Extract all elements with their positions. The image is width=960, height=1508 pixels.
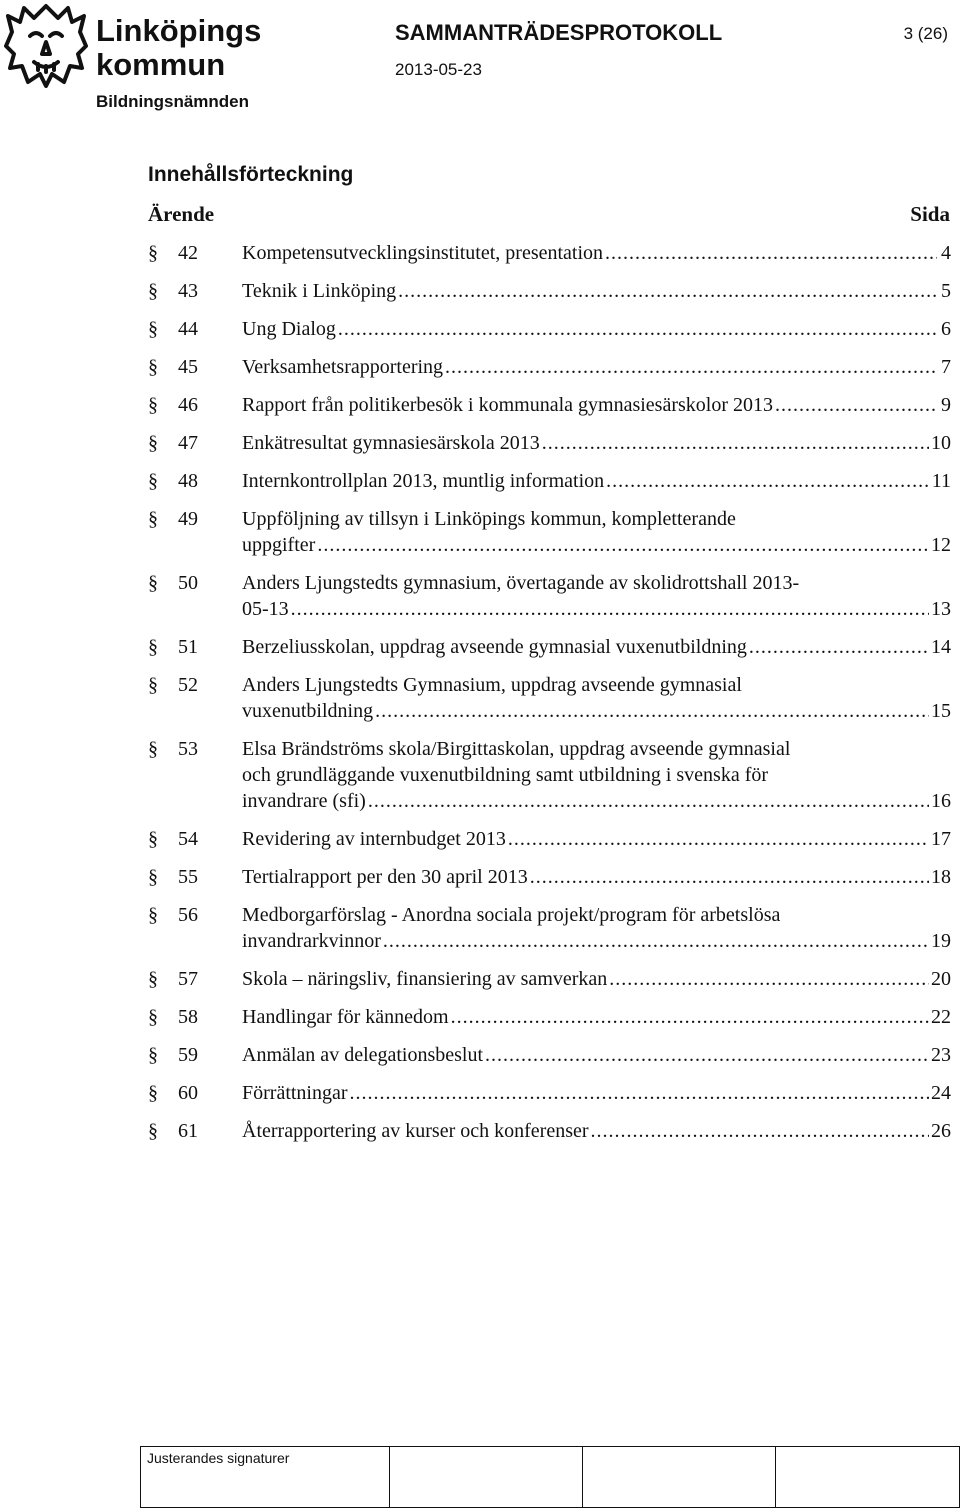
- entry-page-number: 22: [931, 1006, 951, 1028]
- entry-title: [242, 672, 951, 724]
- entry-title: [242, 240, 951, 266]
- entry-number: 47: [178, 432, 198, 454]
- entry-number: 44: [178, 318, 198, 340]
- entry-page-number: 10: [931, 432, 951, 454]
- entry-title-lastline: [242, 966, 951, 992]
- section-symbol: §: [148, 1082, 158, 1104]
- entry-page-number: 16: [931, 790, 951, 812]
- entry-title-lastline: [242, 634, 951, 660]
- toc-entry: [148, 864, 951, 890]
- section-symbol: §: [148, 1044, 158, 1066]
- dot-leader: [530, 864, 929, 890]
- entry-title: [242, 316, 951, 342]
- entry-number: 59: [178, 1044, 198, 1066]
- toc-entry: [148, 316, 951, 342]
- entry-title-lastline: [242, 788, 951, 814]
- dot-leader: [317, 532, 929, 558]
- lion-logo-icon: [2, 2, 90, 88]
- section-symbol: §: [148, 280, 158, 302]
- column-header-item: Ärende: [148, 202, 215, 226]
- entry-number: 60: [178, 1082, 198, 1104]
- dot-leader: [542, 430, 929, 456]
- signature-cell: [390, 1447, 583, 1508]
- entry-title-line: Internkontrollplan 2013, muntlig information: [242, 470, 605, 492]
- entry-page-number: 13: [931, 598, 951, 620]
- org-name-line1: Linköpings: [96, 13, 262, 48]
- entry-page-number: 26: [931, 1120, 951, 1142]
- section-symbol: §: [148, 828, 158, 850]
- signature-label-cell: [141, 1447, 390, 1508]
- entry-title-lastline: [242, 430, 951, 456]
- dot-leader: [609, 966, 929, 992]
- entry-number: 52: [178, 674, 198, 696]
- entry-title-line: Berzeliusskolan, uppdrag avseende gymnasial vuxenutbildning: [242, 636, 747, 658]
- section-symbol: §: [148, 356, 158, 378]
- entry-number: 57: [178, 968, 198, 990]
- toc-entry: [148, 430, 951, 456]
- toc-entry: [148, 966, 951, 992]
- entry-number: 49: [178, 508, 198, 530]
- signature-cell: [583, 1447, 776, 1508]
- entry-title-lastline: [242, 1042, 951, 1068]
- signature-table: [140, 1446, 960, 1508]
- entry-number: 45: [178, 356, 198, 378]
- toc-entry: [148, 1004, 951, 1030]
- entry-page-number: 20: [931, 968, 951, 990]
- entry-page-number: 19: [931, 930, 951, 952]
- dot-leader: [383, 928, 929, 954]
- entry-page-number: 6: [941, 318, 951, 340]
- entry-title-line: Uppföljning av tillsyn i Linköpings kommun, kompletterande: [242, 508, 736, 530]
- entry-title-lastline: [242, 596, 951, 622]
- entry-title-line: Anders Ljungstedts gymnasium, övertagande av skolidrottshall 2013-: [242, 572, 800, 594]
- section-symbol: §: [148, 968, 158, 990]
- entry-title-line: Ung Dialog: [242, 318, 336, 340]
- entry-title: [242, 1080, 951, 1106]
- entry-title-line: Återrapportering av kurser och konferenser: [242, 1120, 589, 1142]
- entry-title: [242, 506, 951, 558]
- entry-title-lastline: [242, 240, 951, 266]
- section-symbol: §: [148, 1120, 158, 1142]
- dot-leader: [485, 1042, 929, 1068]
- section-symbol: §: [148, 904, 158, 926]
- entry-title-lastline: [242, 316, 951, 342]
- entry-title-line: Rapport från politikerbesök i kommunala gymnasiesärskolor 2013: [242, 394, 774, 416]
- entry-title: [242, 430, 951, 456]
- dot-leader: [368, 788, 929, 814]
- dot-leader: [606, 468, 930, 494]
- entry-number: 48: [178, 470, 198, 492]
- entry-number: 58: [178, 1006, 198, 1028]
- entry-page-number: 5: [941, 280, 951, 302]
- entry-title: [242, 634, 951, 660]
- entry-title-line: Enkätresultat gymnasiesärskola 2013: [242, 432, 540, 454]
- entry-title-lastline: [242, 532, 951, 558]
- entry-page-number: 4: [941, 242, 951, 264]
- toc-entry: [148, 634, 951, 660]
- entry-title-lastline: [242, 354, 951, 380]
- entry-title-line: uppgifter: [242, 534, 316, 556]
- section-symbol: §: [148, 1006, 158, 1028]
- section-symbol: §: [148, 432, 158, 454]
- toc-entry: [148, 570, 951, 622]
- dot-leader: [398, 278, 937, 304]
- entry-number: 50: [178, 572, 198, 594]
- entry-page-number: 24: [931, 1082, 951, 1104]
- entry-title-line: invandrare (sfi): [242, 790, 366, 812]
- dot-leader: [605, 240, 937, 266]
- section-symbol: §: [148, 394, 158, 416]
- dot-leader: [350, 1080, 929, 1106]
- entry-title: [242, 864, 951, 890]
- entry-title: [242, 1118, 951, 1144]
- column-header-page: Sida: [910, 202, 950, 226]
- toc-entry: [148, 1118, 951, 1144]
- entry-title: [242, 966, 951, 992]
- org-name-line2: kommun: [96, 47, 226, 82]
- entry-number: 51: [178, 636, 198, 658]
- page-number: 3 (26): [903, 24, 948, 43]
- entry-number: 56: [178, 904, 198, 926]
- entry-title-line: Kompetensutvecklingsinstitutet, presentation: [242, 242, 604, 264]
- dot-leader: [445, 354, 937, 380]
- section-symbol: §: [148, 318, 158, 340]
- toc-entry: [148, 392, 951, 418]
- entry-title-line: Verksamhetsrapportering: [242, 356, 444, 378]
- entry-title-lastline: [242, 864, 951, 890]
- signature-cell: [776, 1447, 960, 1508]
- toc-heading: Innehållsförteckning: [148, 163, 354, 186]
- entry-title: [242, 826, 951, 852]
- dot-leader: [591, 1118, 929, 1144]
- section-symbol: §: [148, 242, 158, 264]
- entry-page-number: 15: [931, 700, 951, 722]
- entry-title-line: Förrättningar: [242, 1082, 348, 1104]
- entry-page-number: 11: [931, 470, 951, 492]
- entry-title: [242, 392, 951, 418]
- toc-entry: [148, 1042, 951, 1068]
- entry-title-line: Skola – näringsliv, finansiering av samverkan: [242, 968, 608, 990]
- entry-title-line: Anmälan av delegationsbeslut: [242, 1044, 484, 1066]
- entry-title: [242, 902, 951, 954]
- entry-title: [242, 468, 951, 494]
- document-title: SAMMANTRÄDESPROTOKOLL: [395, 20, 723, 45]
- entry-title: [242, 1004, 951, 1030]
- entry-title-line: Tertialrapport per den 30 april 2013: [242, 866, 528, 888]
- entry-title-line: invandrarkvinnor: [242, 930, 381, 952]
- entry-title: [242, 278, 951, 304]
- entry-page-number: 9: [941, 394, 951, 416]
- entry-title-line: och grundläggande vuxenutbildning samt utbildning i svenska för: [242, 764, 769, 786]
- toc-entry: [148, 278, 951, 304]
- toc-entry: [148, 736, 951, 814]
- dot-leader: [508, 826, 929, 852]
- toc-entry: [148, 902, 951, 954]
- entry-title-line: Revidering av internbudget 2013: [242, 828, 506, 850]
- entry-title: [242, 570, 951, 622]
- section-symbol: §: [148, 572, 158, 594]
- entry-number: 42: [178, 242, 198, 264]
- entry-title-line: Anders Ljungstedts Gymnasium, uppdrag avseende gymnasial: [242, 674, 742, 696]
- table-of-contents: [148, 240, 951, 1156]
- section-symbol: §: [148, 508, 158, 530]
- toc-entry: [148, 1080, 951, 1106]
- toc-entry: [148, 240, 951, 266]
- entry-title-lastline: [242, 468, 951, 494]
- dot-leader: [451, 1004, 929, 1030]
- entry-number: 61: [178, 1120, 198, 1142]
- toc-entry: [148, 354, 951, 380]
- entry-title-line: vuxenutbildning: [242, 700, 374, 722]
- entry-page-number: 7: [941, 356, 951, 378]
- entry-number: 55: [178, 866, 198, 888]
- entry-title-line: Medborgarförslag - Anordna sociala projekt/program för arbetslösa: [242, 904, 781, 926]
- toc-entry: [148, 672, 951, 724]
- section-symbol: §: [148, 636, 158, 658]
- entry-title: [242, 354, 951, 380]
- dot-leader: [749, 634, 929, 660]
- entry-title-lastline: [242, 278, 951, 304]
- committee-name: Bildningsnämnden: [96, 92, 249, 111]
- toc-entry: [148, 506, 951, 558]
- entry-title-lastline: [242, 698, 951, 724]
- entry-title-lastline: [242, 1080, 951, 1106]
- entry-title-line: Elsa Brändströms skola/Birgittaskolan, uppdrag avseende gymnasial: [242, 738, 791, 760]
- entry-title-lastline: [242, 1004, 951, 1030]
- entry-number: 54: [178, 828, 198, 850]
- entry-page-number: 23: [931, 1044, 951, 1066]
- toc-entry: [148, 826, 951, 852]
- entry-title-line: Handlingar för kännedom: [242, 1006, 449, 1028]
- entry-title-line: 05-13: [242, 598, 289, 620]
- section-symbol: §: [148, 470, 158, 492]
- entry-title-line: Teknik i Linköping: [242, 280, 397, 302]
- entry-title-lastline: [242, 392, 951, 418]
- entry-page-number: 12: [931, 534, 951, 556]
- entry-title: [242, 1042, 951, 1068]
- entry-title-lastline: [242, 928, 951, 954]
- entry-title-lastline: [242, 1118, 951, 1144]
- signature-label: Justerandes signaturer: [147, 1450, 290, 1466]
- entry-number: 43: [178, 280, 198, 302]
- entry-title: [242, 736, 951, 814]
- document-date: 2013-05-23: [395, 60, 482, 79]
- section-symbol: §: [148, 866, 158, 888]
- toc-entry: [148, 468, 951, 494]
- entry-number: 53: [178, 738, 198, 760]
- dot-leader: [775, 392, 937, 418]
- entry-page-number: 14: [931, 636, 951, 658]
- entry-title-lastline: [242, 826, 951, 852]
- entry-page-number: 18: [931, 866, 951, 888]
- dot-leader: [338, 316, 937, 342]
- section-symbol: §: [148, 738, 158, 760]
- organization-name: [96, 14, 261, 82]
- section-symbol: §: [148, 674, 158, 696]
- entry-number: 46: [178, 394, 198, 416]
- dot-leader: [375, 698, 929, 724]
- entry-page-number: 17: [931, 828, 951, 850]
- dot-leader: [291, 596, 929, 622]
